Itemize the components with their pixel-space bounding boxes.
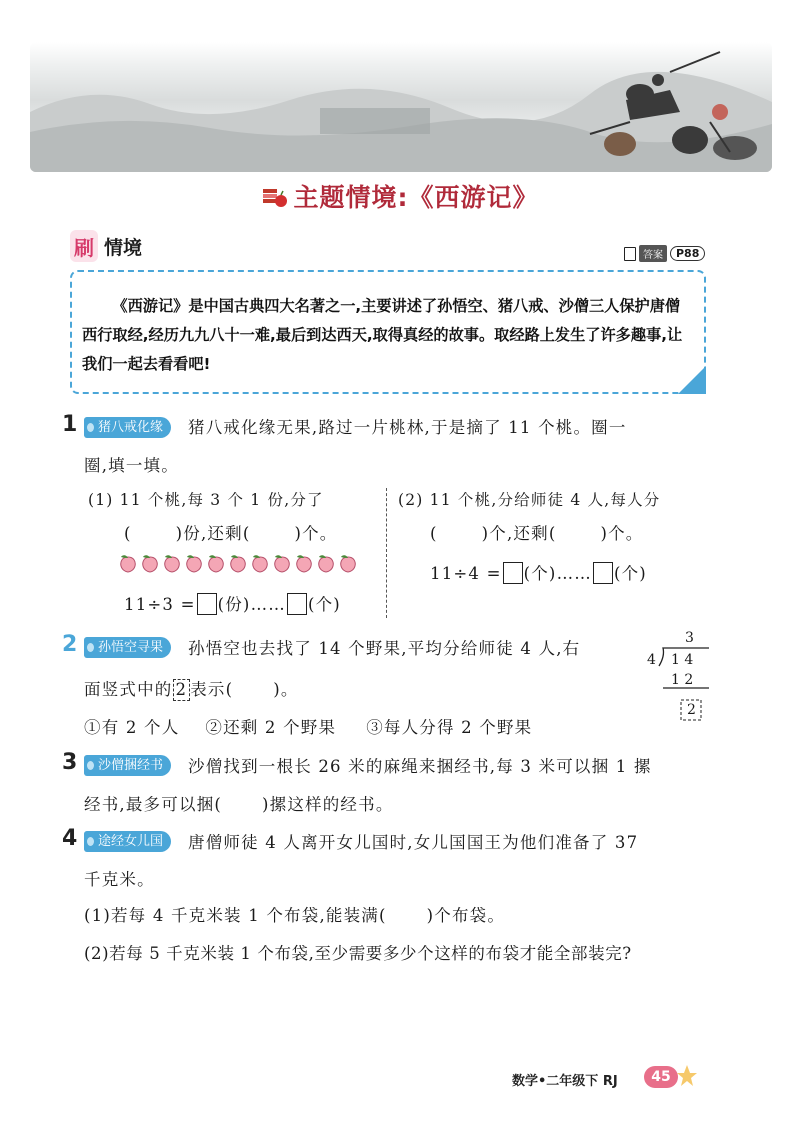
answer-label: 答案 — [639, 245, 667, 262]
q1-part2-line-2: ( )个,还剩( )个。 — [430, 524, 644, 543]
peach-icon[interactable] — [228, 553, 248, 573]
division-divisor: 4 — [647, 652, 656, 668]
division-dividend: 1 4 — [671, 652, 694, 668]
page-number: 45 — [644, 1066, 678, 1088]
q1-part1-line-1: (1) 11 个桃,每 3 个 1 份,分了 — [88, 491, 324, 509]
question-2-text-line-1: 孙悟空也去找了 14 个野果,平均分给师徒 4 人,右 — [188, 639, 581, 658]
peach-icon[interactable] — [338, 553, 358, 573]
question-2-number: 2 — [62, 632, 78, 657]
story-box: 《西游记》是中国古典四大名著之一,主要讲述了孙悟空、猪八戒、沙僧三人保护唐僧西行取经,经历九九八十一难,最后到达西天,取得真经的故事。取经路上发生了许多趣事,让我们一起去看看吧! — [70, 270, 706, 394]
boxed-digit: 2 — [173, 679, 191, 701]
footer-book-info: 数学•二年级下 RJ — [512, 1074, 618, 1089]
question-4-number: 4 — [62, 826, 78, 851]
page-title-text: 主题情境:《西游记》 — [293, 183, 539, 212]
q1-part2-line-1: (2) 11 个桃,分给师徒 4 人,每人分 — [398, 491, 661, 509]
answer-page-reference — [624, 245, 705, 262]
page-curl-icon — [676, 364, 708, 396]
peach-icon[interactable] — [162, 553, 182, 573]
q1-part2-quotient-box[interactable] — [503, 562, 523, 584]
question-4-sub-1: (1)若每 4 千克米装 1 个布袋,能装满( )个布袋。 — [84, 906, 506, 925]
q1-part1-line-2: ( )份,还剩( )个。 — [124, 524, 338, 543]
section-badge: 刷 — [70, 230, 98, 262]
question-1-text-line-1: 猪八戒化缘无果,路过一片桃林,于是摘了 11 个桃。圈一 — [188, 418, 627, 437]
q2-option-2[interactable]: ②还剩 2 个野果 — [205, 718, 337, 737]
book-apple-icon — [262, 185, 288, 214]
peach-icon[interactable] — [250, 553, 270, 573]
division-product: 1 2 — [671, 672, 694, 688]
peach-row[interactable] — [118, 553, 358, 573]
question-4-sub-2: (2)若每 5 千克米装 1 个布袋,至少需要多少个这样的布袋才能全部装完? — [84, 944, 632, 963]
q1-part1-remainder-box[interactable] — [287, 593, 307, 615]
q1-part2-remainder-box[interactable] — [593, 562, 613, 584]
section-header — [70, 228, 142, 264]
q1-part1-equation: 11÷3 = (份)…… (个) — [124, 595, 341, 614]
peach-icon[interactable] — [184, 553, 204, 573]
question-4-text-line-1: 唐僧师徒 4 人离开女儿国时,女儿国国王为他们准备了 37 — [188, 833, 639, 852]
peach-icon[interactable] — [140, 553, 160, 573]
peach-icon[interactable] — [316, 553, 336, 573]
question-1-text-line-2: 圈,填一填。 — [84, 456, 179, 475]
question-2-options — [84, 714, 532, 738]
page-title — [0, 178, 800, 214]
long-division — [645, 632, 713, 726]
answer-page-number: P88 — [670, 246, 705, 261]
question-3-number: 3 — [62, 750, 78, 775]
q1-part2-equation: 11÷4 = (个)…… (个) — [430, 564, 647, 583]
journey-west-scene — [30, 42, 772, 172]
question-4-text-line-2: 千克米。 — [84, 870, 155, 889]
column-divider — [386, 488, 387, 618]
header-banner-illustration — [30, 42, 772, 172]
question-2-tag: 孙悟空寻果 — [84, 637, 171, 658]
q2-option-3[interactable]: ③每人分得 2 个野果 — [366, 718, 533, 737]
question-4-tag: 途经女儿国 — [84, 831, 171, 852]
peach-icon[interactable] — [206, 553, 226, 573]
q1-part1-quotient-box[interactable] — [197, 593, 217, 615]
division-remainder: 2 — [687, 702, 696, 718]
peach-icon[interactable] — [272, 553, 292, 573]
question-1-tag: 猪八戒化缘 — [84, 417, 171, 438]
question-1-number: 1 — [62, 412, 78, 437]
q2-option-1[interactable]: ①有 2 个人 — [84, 718, 180, 737]
question-3-tag: 沙僧捆经书 — [84, 755, 171, 776]
question-2-text-line-2: 面竖式中的 2 表示( )。 — [84, 680, 299, 699]
peach-icon[interactable] — [118, 553, 138, 573]
section-label: 情境 — [104, 236, 143, 259]
question-3-text-line-1: 沙僧找到一根长 26 米的麻绳来捆经书,每 3 米可以捆 1 摞 — [188, 757, 652, 776]
star-icon — [676, 1064, 698, 1088]
peach-icon[interactable] — [294, 553, 314, 573]
division-quotient: 3 — [685, 630, 694, 646]
question-3-text-line-2: 经书,最多可以捆( )摞这样的经书。 — [84, 795, 394, 814]
document-icon — [624, 247, 636, 261]
